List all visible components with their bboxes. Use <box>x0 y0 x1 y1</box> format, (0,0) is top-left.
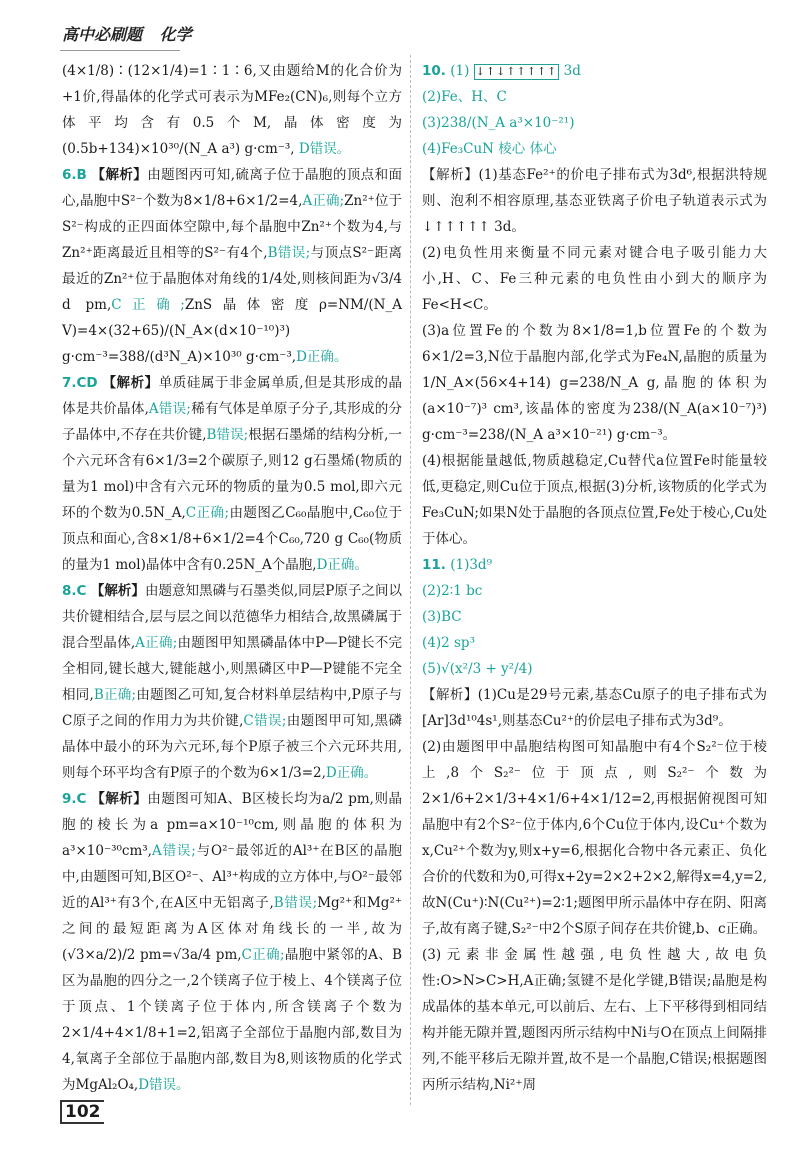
analysis-text: 由题图乙C₆₀晶胞中,C₆₀位于顶点和面心,含8×1/8+6×1/2=4个C₆₀,720 g C₆₀(物质的量为1 mol)晶体中含有0.25N_A个晶胞, <box>62 505 402 573</box>
q10-answer-4: (4)Fe₃CuN 棱心 体心 <box>422 141 557 157</box>
running-header <box>62 22 204 45</box>
page-number: 102 <box>60 1100 104 1124</box>
verdict: D正确。 <box>296 349 348 365</box>
analysis-text: Mg²⁺和Mg²⁺之间的最短距离为A区体对角线长的一半,故为(√3×a/2)/2 pm=√3a/4 pm, <box>62 895 402 963</box>
analysis-text: 由题意知黑磷与石墨类似,同层P原子之间以共价键相结合,层与层之间以范德华力相结合,故黑磷属于混合型晶体, <box>62 583 403 651</box>
q10-analysis-4: (4)根据能量越低,物质越稳定,Cu替代a位置Fe时能量较低,更稳定,则Cu位于顶点,根据(3)分析,该物质的化学式为Fe₃CuN;如果N处于晶胞的各顶点位置,Fe处于棱心,Cu处于体心。 <box>422 453 767 547</box>
verdict: A错误; <box>151 843 196 859</box>
verdict: B错误; <box>267 245 311 261</box>
sub-answer-label: (1) <box>450 63 470 79</box>
analysis-label: 【解析】 <box>102 375 159 391</box>
q11-answer-1 <box>422 552 767 578</box>
header-rule <box>60 50 180 51</box>
analysis-text: 由题图乙可知,复合材料单层结构中,P原子与C原子之间的作用力为共价键, <box>62 687 402 729</box>
verdict: C正确; <box>185 505 230 521</box>
sub-answer: (1)3d⁹ <box>450 557 492 573</box>
question-number: 6.B <box>62 167 87 183</box>
q11-answer-5: (5)√(x²/3 + y²/4) <box>422 661 533 677</box>
verdict: D错误。 <box>138 1077 190 1093</box>
verdict: D正确。 <box>316 557 368 573</box>
q10-answer-2: (2)Fe、H、C <box>422 89 507 105</box>
answer-block-6 <box>62 162 402 370</box>
analysis-text: 由题图甲知黑磷晶体中P—P键长不完全相同,键长越大,键能越小,则黑磷区中P—P键能不完全相同, <box>62 635 402 703</box>
orbital-sublabel: 3d <box>563 63 581 79</box>
verdict: D正确。 <box>325 765 378 781</box>
q11-answer-3: (3)BC <box>422 609 462 625</box>
answer-block-7 <box>62 370 402 578</box>
verdict: B错误; <box>273 895 318 911</box>
column-divider <box>410 55 411 1105</box>
verdict: C正确; <box>111 297 185 313</box>
question-number: 11. <box>422 557 446 573</box>
continued-body: (4×1/8)∶(12×1/4)=1∶1∶6,又由题给M的化合价为+1价,得晶体的化学式可表示为MFe₂(CN)₆,则每个立方体平均含有0.5个M,晶体密度为(0.5b+134)×10³⁰/(N_A a³) g·cm⁻³, <box>62 63 402 157</box>
q11-analysis-3: (3)元素非金属性越强,电负性越大,故电负性:O>N>C>H,A正确;氢键不是化学键,B错误;晶胞是构成晶体的基本单元,可以前后、左右、上下平移得到相同结构并能无隙并置,题图丙所示结构中Ni与O在顶点上间隔排列,不能平移后无隙并置,故不是一个晶胞,C错误;根据题图丙所示结构,Ni²⁺周 <box>422 947 767 1093</box>
analysis-text: 单质硅属于非金属单质,但是其形成的晶体是共价晶体, <box>62 375 403 417</box>
q11-answer-2: (2)2∶1 bc <box>422 583 483 599</box>
verdict: B正确; <box>93 687 137 703</box>
analysis-text: 晶胞中紧邻的A、B区为晶胞的四分之一,2个镁离子位于棱上、4个镁离子位于顶点、1个镁离子位于体内,所含镁离子个数为2×1/4+4×1/8+1=2,铝离子全部位于晶胞内部,数目为4,氧离子全部位于晶胞内部,数目为8,则该物质的化学式为MgAl₂O₄, <box>62 947 402 1093</box>
q11-answer-4: (4)2 sp³ <box>422 635 475 651</box>
question-number: 8.C <box>62 583 87 599</box>
analysis-text: 由题图可知A、B区棱长均为a/2 pm,则晶胞的棱长为a pm=a×10⁻¹⁰cm,则晶胞的体积为a³×10⁻³⁰cm³, <box>62 791 402 859</box>
q10-answer-3: (3)238/(N_A a³×10⁻²¹) <box>422 115 575 131</box>
analysis-text: 由题图甲可知,黑磷晶体中最小的环为六元环,每个P原子被三个六元环共用,则每个环平均含有P原子的个数为6×1/3=2, <box>62 713 402 781</box>
analysis-text: Zn²⁺位于S²⁻构成的正四面体空隙中,每个晶胞中Zn²⁺个数为4,与Zn²⁺距离最近且相等的S²⁻有4个, <box>62 193 402 261</box>
answer-block-8 <box>62 578 402 786</box>
continued-text <box>62 58 402 162</box>
subject-title: 化学 <box>159 25 192 44</box>
q11-analysis-1: 【解析】(1)Cu是29号元素,基态Cu原子的电子排布式为[Ar]3d¹⁰4s¹,则基态Cu²⁺的价层电子排布式为3d⁹。 <box>422 687 767 729</box>
orbital-diagram: ↓↑↓↑↑↑↑↑ <box>475 64 558 78</box>
question-number: 7.CD <box>62 375 98 391</box>
analysis-label: 【解析】 <box>90 583 145 599</box>
analysis-text: 根据石墨烯的结构分析,一个六元环含有6×1/3=2个碳原子,则12 g石墨烯(物质的量为1 mol)中含有六元环的物质的量为0.5 mol,即六元环的个数为0.5N_A, <box>62 427 402 521</box>
verdict: A正确; <box>302 193 345 209</box>
verdict: B错误; <box>206 427 249 443</box>
verdict: A正确; <box>135 635 178 651</box>
verdict: D错误。 <box>298 141 351 157</box>
left-column <box>62 58 402 1098</box>
question-number: 9.C <box>62 791 87 807</box>
analysis-text: 稀有气体是单原子分子,其形成的分子晶体中,不存在共价键, <box>62 401 402 443</box>
book-title: 高中必刷题 <box>62 25 143 44</box>
q10-analysis-1: 【解析】(1)基态Fe²⁺的价电子排布式为3d⁶,根据洪特规则、泡利不相容原理,基态亚铁离子价电子轨道表示式为 ↓↑↑↑↑↑ 3d。 <box>422 167 767 235</box>
analysis-label: 【解析】 <box>91 791 148 807</box>
analysis-text: 与顶点S²⁻距离最近的Zn²⁺位于晶胞体对角线的1/4处,则核间距为√3/4 d pm, <box>62 245 402 313</box>
question-number: 10. <box>422 63 446 79</box>
verdict: C错误; <box>243 713 287 729</box>
verdict: A错误; <box>148 401 191 417</box>
analysis-text: 与O²⁻最邻近的Al³⁺在B区的晶胞中,由题图可知,B区O²⁻、Al³⁺构成的立方体中,与O²⁻最邻近的Al³⁺有3个,在A区中无铝离子, <box>62 843 402 911</box>
q10-analysis-3: (3)a位置Fe的个数为8×1/8=1,b位置Fe的个数为6×1/2=3,N位于晶胞内部,化学式为Fe₄N,晶胞的质量为1/N_A×(56×4+14) g=238/N_A g,晶胞的体积为(a×10⁻⁷)³ cm³,该晶体的密度为238/(N_A(a×10⁻⁷)³) g·cm⁻³=238/(N_A a³×10⁻²¹) g·cm⁻³。 <box>422 323 767 443</box>
verdict: C正确; <box>241 947 285 963</box>
analysis-label: 【解析】 <box>91 167 148 183</box>
q10-answer-1 <box>422 58 767 84</box>
analysis-text: ZnS晶体密度ρ=NM/(N_A V)=4×(32+65)/(N_A×(d×10⁻¹⁰)³) g·cm⁻³=388/(d³N_A)×10³⁰ g·cm⁻³, <box>62 297 402 365</box>
right-column <box>422 58 767 1098</box>
answer-block-9 <box>62 786 402 1098</box>
analysis-text: 由题图丙可知,硫离子位于晶胞的顶点和面心,晶胞中S²⁻个数为8×1/8+6×1/2=4, <box>62 167 403 209</box>
q11-analysis-2: (2)由题图甲中晶胞结构图可知晶胞中有4个S₂²⁻位于棱上,8个S₂²⁻位于顶点,则S₂²⁻个数为2×1/6+2×1/3+4×1/6+4×1/12=2,再根据俯视图可知晶胞中有2个S²⁻位于体内,6个Cu位于体内,设Cu⁺个数为x,Cu²⁺个数为y,则x+y=6,根据化合物中各元素正、负化合价的代数和为0,可得x+2y=2×2+2×2,解得x=4,y=2,故N(Cu⁺)∶N(Cu²⁺)=2∶1;题图甲所示晶体中存在阴、阳离子,故有离子键,S₂²⁻中2个S原子间存在共价键,b、c正确。 <box>422 739 767 937</box>
q10-analysis-2: (2)电负性用来衡量不同元素对键合电子吸引能力大小,H、C、Fe三种元素的电负性由小到大的顺序为Fe<H<C。 <box>422 245 767 313</box>
